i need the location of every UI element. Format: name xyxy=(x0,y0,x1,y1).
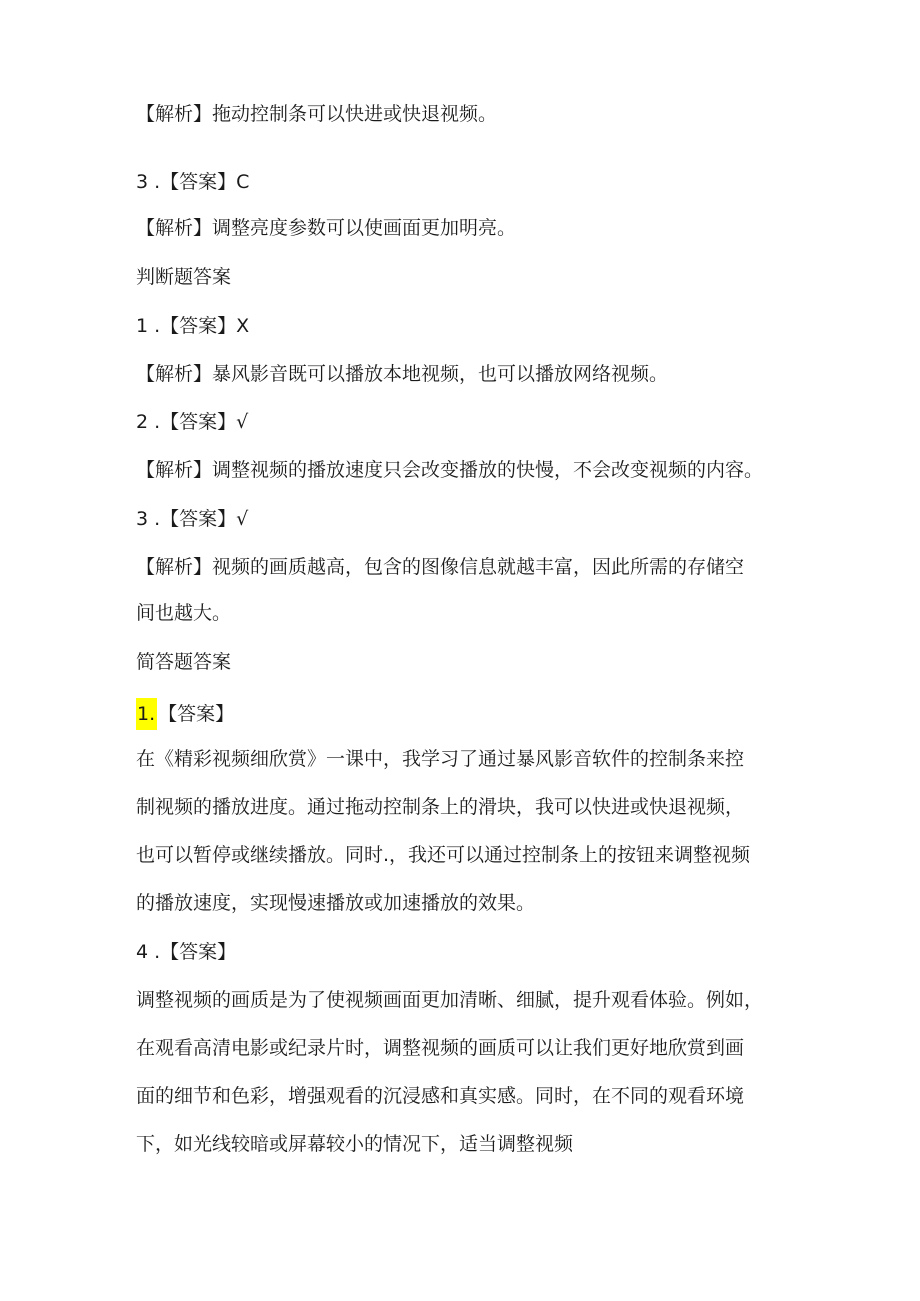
paragraph-line: 在《精彩视频细欣赏》一课中，我学习了通过暴风影音软件的控制条来控 xyxy=(136,748,745,770)
answer-line: 2 .【答案】√ xyxy=(136,411,249,433)
explanation-line: 【解析】调整亮度参数可以使画面更加明亮。 xyxy=(136,217,517,239)
section-heading: 判断题答案 xyxy=(136,266,232,288)
answer-line: 3 .【答案】C xyxy=(136,171,250,193)
explanation-line: 间也越大。 xyxy=(136,602,232,624)
paragraph-line: 面的细节和色彩，增强观看的沉浸感和真实感。同时，在不同的观看环境 xyxy=(136,1085,745,1107)
highlighted-number: 1. xyxy=(136,698,157,730)
explanation-line: 【解析】调整视频的播放速度只会改变播放的快慢，不会改变视频的内容。 xyxy=(136,459,764,481)
paragraph-line: 的播放速度，实现慢速播放或加速播放的效果。 xyxy=(136,892,536,914)
paragraph-line: 制视频的播放进度。通过拖动控制条上的滑块，我可以快进或快退视频， xyxy=(136,796,745,818)
explanation-line: 【解析】暴风影音既可以播放本地视频，也可以播放网络视频。 xyxy=(136,363,669,385)
answer-line: 1 .【答案】X xyxy=(136,315,250,337)
answer-line xyxy=(136,698,234,730)
explanation-line: 【解析】视频的画质越高，包含的图像信息就越丰富，因此所需的存储空 xyxy=(136,556,745,578)
paragraph-line: 下，如光线较暗或屏幕较小的情况下，适当调整视频 xyxy=(136,1133,574,1155)
explanation-line: 【解析】拖动控制条可以快进或快退视频。 xyxy=(136,103,498,125)
paragraph-line: 在观看高清电影或纪录片时，调整视频的画质可以让我们更好地欣赏到画 xyxy=(136,1037,745,1059)
section-heading: 简答题答案 xyxy=(136,651,232,673)
paragraph-line: 调整视频的画质是为了使视频画面更加清晰、细腻，提升观看体验。例如， xyxy=(136,989,764,1011)
answer-line: 3 .【答案】√ xyxy=(136,508,249,530)
paragraph-line: 也可以暂停或继续播放。同时.，我还可以通过控制条上的按钮来调整视频 xyxy=(136,844,751,866)
answer-line: 4 .【答案】 xyxy=(136,941,237,963)
answer-label: 【答案】 xyxy=(158,703,235,725)
